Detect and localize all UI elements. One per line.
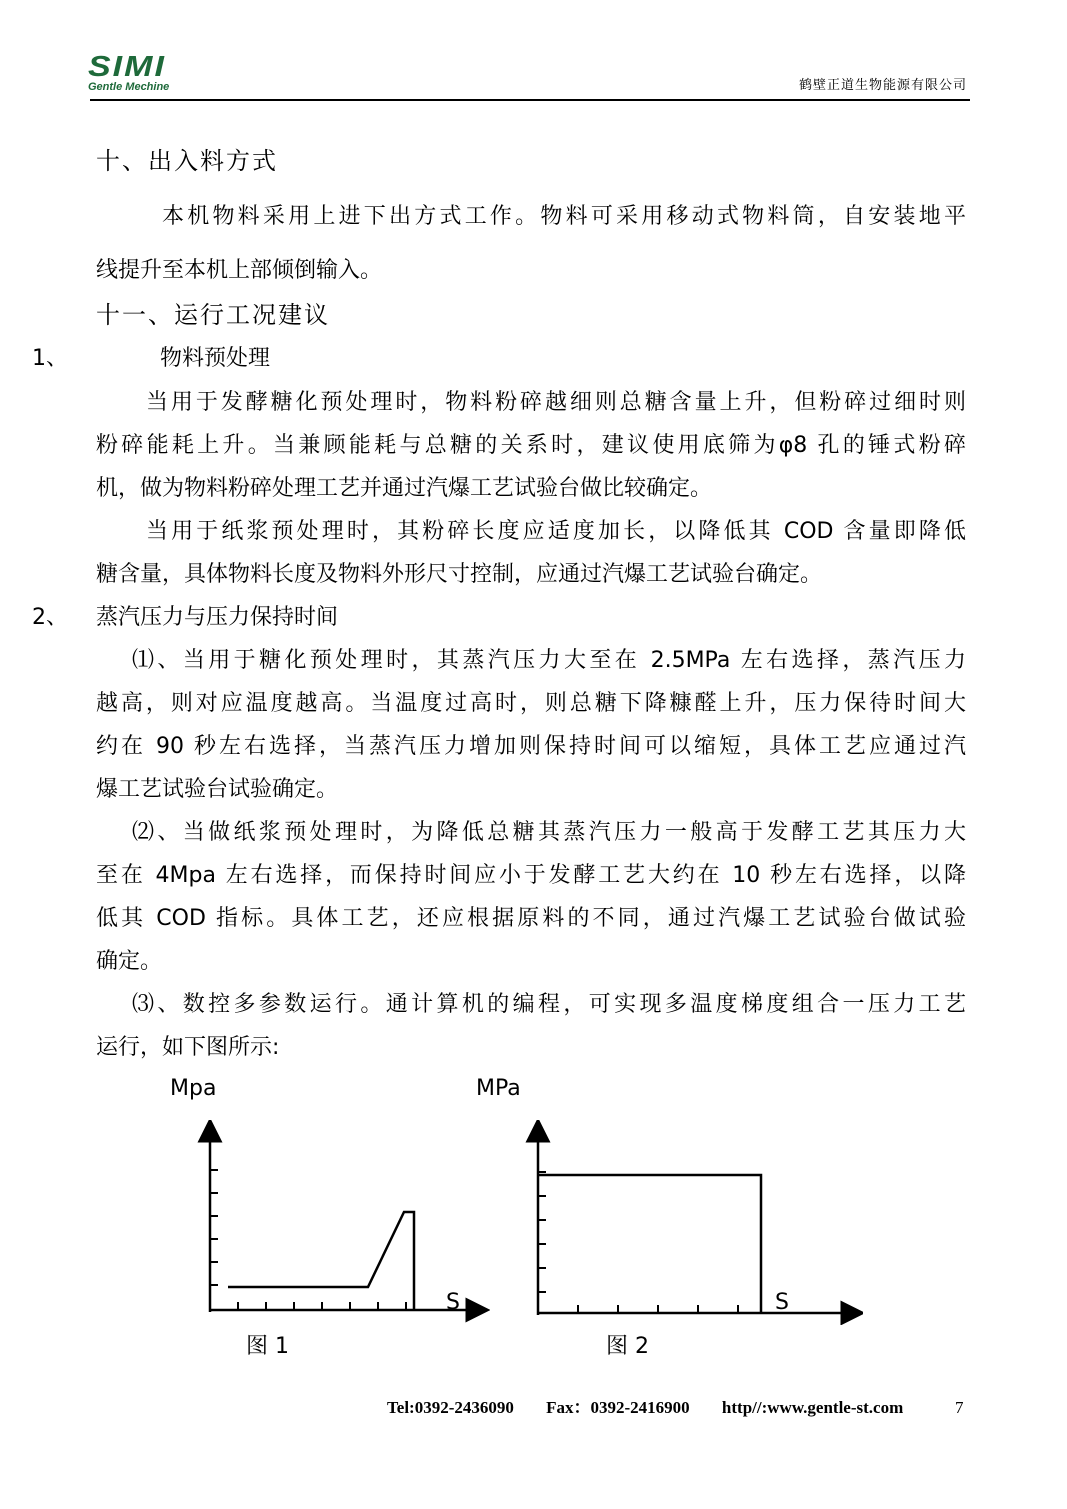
company-logo bbox=[88, 52, 203, 94]
paragraph-line: 爆工艺试验台试验确定。 bbox=[96, 777, 339, 802]
paragraph-line: 机，做为物料粉碎处理工艺并通过汽爆工艺试验台做比较确定。 bbox=[96, 476, 713, 501]
figure-2-y-axis-label: MPa bbox=[476, 1076, 521, 1101]
list-item-title: 蒸汽压力与压力保持时间 bbox=[96, 605, 339, 630]
page-footer bbox=[387, 1398, 931, 1418]
logo-tagline: Gentle Mechine bbox=[88, 81, 170, 93]
figure-2-pressure-curve bbox=[538, 1175, 761, 1313]
paragraph-line: 当用于纸浆预处理时，其粉碎长度应适度加长，以降低其 COD 含量即降低 bbox=[146, 519, 966, 544]
figure-1-pressure-curve bbox=[228, 1212, 414, 1310]
figure-1-x-axis-label: S bbox=[446, 1290, 460, 1315]
list-number: 2、 bbox=[32, 605, 68, 630]
section-title: 十、出入料方式 bbox=[96, 147, 278, 175]
paragraph-line: 线提升至本机上部倾倒输入。 bbox=[96, 258, 383, 283]
paragraph-line: ⑴、当用于糖化预处理时，其蒸汽压力大至在 2.5MPa 左右选择，蒸汽压力 bbox=[132, 648, 966, 673]
figure-1-caption: 图 1 bbox=[246, 1334, 289, 1359]
paragraph-line: 当用于发酵糖化预处理时，物料粉碎越细则总糖含量上升，但粉碎过细时则 bbox=[146, 390, 966, 415]
figure-2-x-axis-label: S bbox=[775, 1290, 789, 1315]
list-item-title: 物料预处理 bbox=[160, 346, 271, 371]
list-number: 1、 bbox=[32, 346, 68, 371]
figure-2-caption: 图 2 bbox=[606, 1334, 649, 1359]
footer-fax: Fax：0392-2416900 bbox=[546, 1398, 690, 1417]
header-divider bbox=[90, 99, 970, 101]
paragraph-line: 本机物料采用上进下出方式工作。物料可采用移动式物料筒，自安装地平 bbox=[162, 204, 966, 229]
figure-2-diagram bbox=[518, 1120, 863, 1325]
logo-text: SIMI bbox=[88, 50, 166, 83]
paragraph-line: 低其 COD 指标。具体工艺，还应根据原料的不同，通过汽爆工艺试验台做试验 bbox=[96, 906, 966, 931]
paragraph-line: ⑵、当做纸浆预处理时，为降低总糖其蒸汽压力一般高于发酵工艺其压力大 bbox=[132, 820, 966, 845]
paragraph-line: 至在 4Mpa 左右选择，而保持时间应小于发酵工艺大约在 10 秒左右选择，以降 bbox=[96, 863, 966, 888]
section-title: 十一、运行工况建议 bbox=[96, 301, 330, 329]
footer-url[interactable]: http//:www.gentle-st.com bbox=[721, 1398, 904, 1417]
figure-1-diagram bbox=[190, 1120, 490, 1325]
paragraph-line: 糖含量，具体物料长度及物料外形尺寸控制，应通过汽爆工艺试验台确定。 bbox=[96, 562, 823, 587]
paragraph-line: ⑶、数控多参数运行。通计算机的编程，可实现多温度梯度组合一压力工艺 bbox=[132, 992, 966, 1017]
paragraph-line: 越高，则对应温度越高。当温度过高时，则总糖下降糠醛上升，压力保待时间大 bbox=[96, 691, 966, 716]
figure-1-y-axis-label: Mpa bbox=[170, 1076, 217, 1101]
paragraph-line: 运行，如下图所示: bbox=[96, 1035, 280, 1060]
company-name: 鹤壁正道生物能源有限公司 bbox=[798, 78, 967, 93]
paragraph-line: 粉碎能耗上升。当兼顾能耗与总糖的关系时，建议使用底筛为φ8 孔的锤式粉碎 bbox=[96, 433, 966, 458]
paragraph-line: 约在 90 秒左右选择，当蒸汽压力增加则保持时间可以缩短，具体工艺应通过汽 bbox=[96, 734, 966, 759]
paragraph-line: 确定。 bbox=[96, 949, 163, 974]
footer-tel: Tel:0392-2436090 bbox=[387, 1398, 514, 1417]
page-number: 7 bbox=[955, 1398, 964, 1417]
